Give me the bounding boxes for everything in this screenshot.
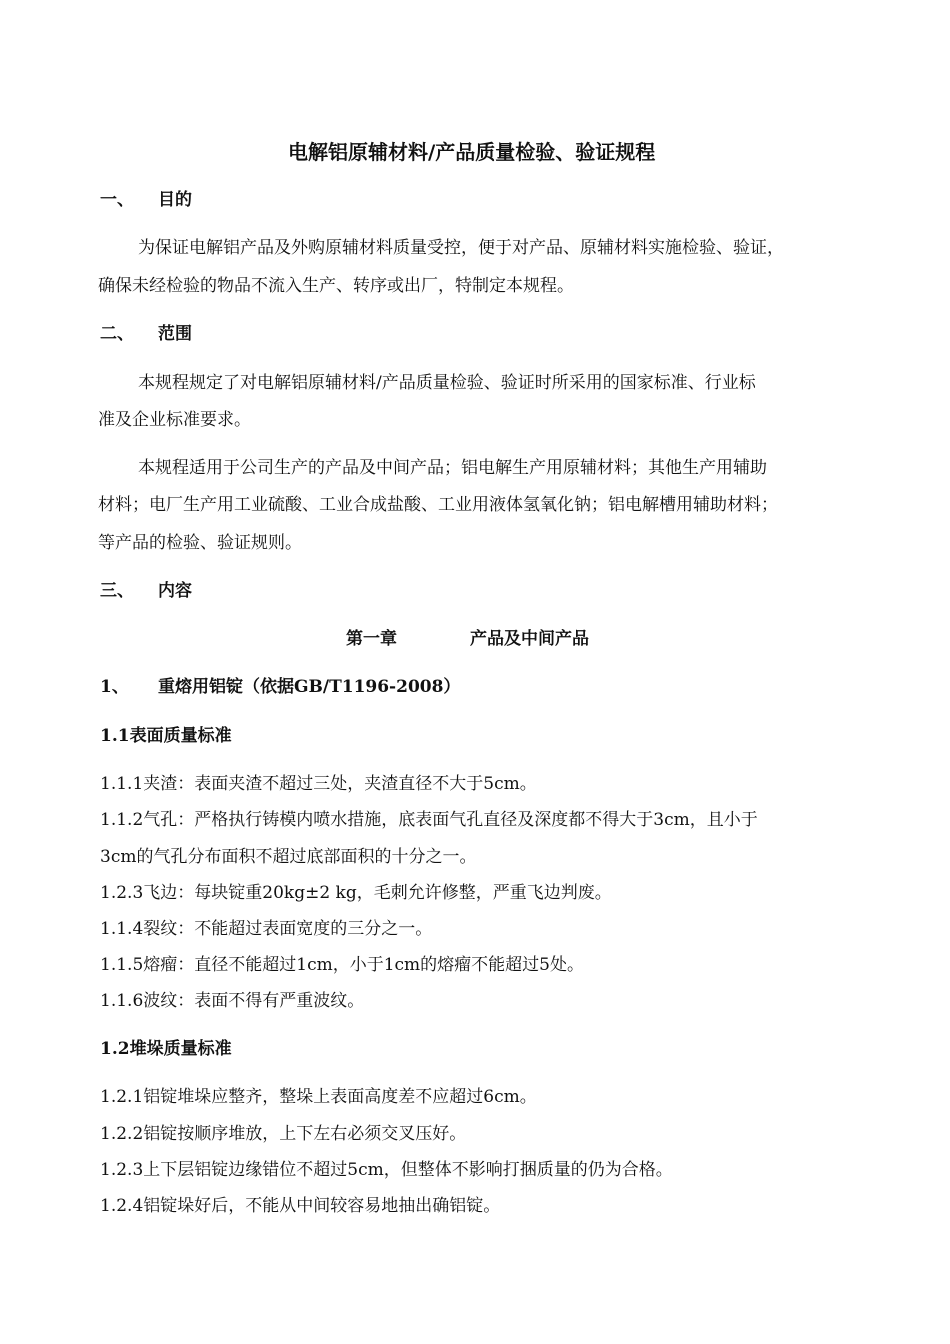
- clause-line: 1.2.3飞边：每块锭重20kg±2 kg，毛刺允许修整，严重飞边判废。: [100, 883, 612, 903]
- clause-line: 1.2.3上下层铝锭边缘错位不超过5cm，但整体不影响打捆质量的仍为合格。: [100, 1160, 673, 1180]
- paragraph-line: 为保证电解铝产品及外购原辅材料质量受控，便于对产品、原辅材料实施检验、验证，: [138, 238, 784, 258]
- section-1-heading: [100, 188, 192, 212]
- section-number: 三、: [100, 581, 134, 601]
- paragraph-line: 材料；电厂生产用工业硫酸、工业合成盐酸、工业用液体氢氧化钠；铝电解槽用辅助材料；: [98, 495, 778, 515]
- clause-line: 1.1.5熔瘤：直径不能超过1cm，小于1cm的熔瘤不能超过5处。: [100, 955, 584, 975]
- item-1-heading: [100, 675, 460, 699]
- chapter-title: 产品及中间产品: [470, 629, 589, 649]
- clause-line: 1.2.1铝锭堆垛应整齐，整垛上表面高度差不应超过6cm。: [100, 1087, 537, 1107]
- section-title: 内容: [158, 581, 192, 601]
- clause-line: 3cm的气孔分布面积不超过底部面积的十分之一。: [100, 847, 477, 867]
- item-title: 重熔用铝锭（依据GB/T1196-2008）: [158, 677, 461, 697]
- section-number: 二、: [100, 324, 134, 344]
- document-title: 电解铝原辅材料/产品质量检验、验证规程: [288, 140, 656, 164]
- chapter-number: 第一章: [346, 629, 397, 649]
- paragraph-line: 准及企业标准要求。: [98, 410, 251, 430]
- paragraph-line: 等产品的检验、验证规则。: [98, 533, 302, 553]
- chapter-heading: [346, 627, 589, 651]
- paragraph-line: 确保未经检验的物品不流入生产、转序或出厂，特制定本规程。: [98, 276, 574, 296]
- clause-line: 1.2.2铝锭按顺序堆放，上下左右必须交叉压好。: [100, 1124, 467, 1144]
- clause-line: 1.1.2气孔：严格执行铸模内喷水措施，底表面气孔直径及深度都不得大于3cm，且小于: [100, 810, 758, 830]
- item-number: 1、: [100, 677, 129, 697]
- section-3-heading: [100, 579, 192, 603]
- subsection-heading: 1.1表面质量标准: [100, 726, 232, 746]
- section-2-heading: [100, 322, 192, 346]
- paragraph-line: 本规程规定了对电解铝原辅材料/产品质量检验、验证时所采用的国家标准、行业标: [138, 373, 756, 393]
- clause-line: 1.2.4铝锭垛好后，不能从中间较容易地抽出确铝锭。: [100, 1196, 501, 1216]
- paragraph-line: 本规程适用于公司生产的产品及中间产品；铝电解生产用原辅材料；其他生产用辅助: [138, 458, 767, 478]
- section-number: 一、: [100, 190, 134, 210]
- clause-line: 1.1.4裂纹：不能超过表面宽度的三分之一。: [100, 919, 433, 939]
- section-title: 范围: [158, 324, 192, 344]
- section-title: 目的: [158, 190, 192, 210]
- clause-line: 1.1.6波纹：表面不得有严重波纹。: [100, 991, 365, 1011]
- clause-line: 1.1.1夹渣：表面夹渣不超过三处，夹渣直径不大于5cm。: [100, 774, 537, 794]
- subsection-heading: 1.2堆垛质量标准: [100, 1039, 232, 1059]
